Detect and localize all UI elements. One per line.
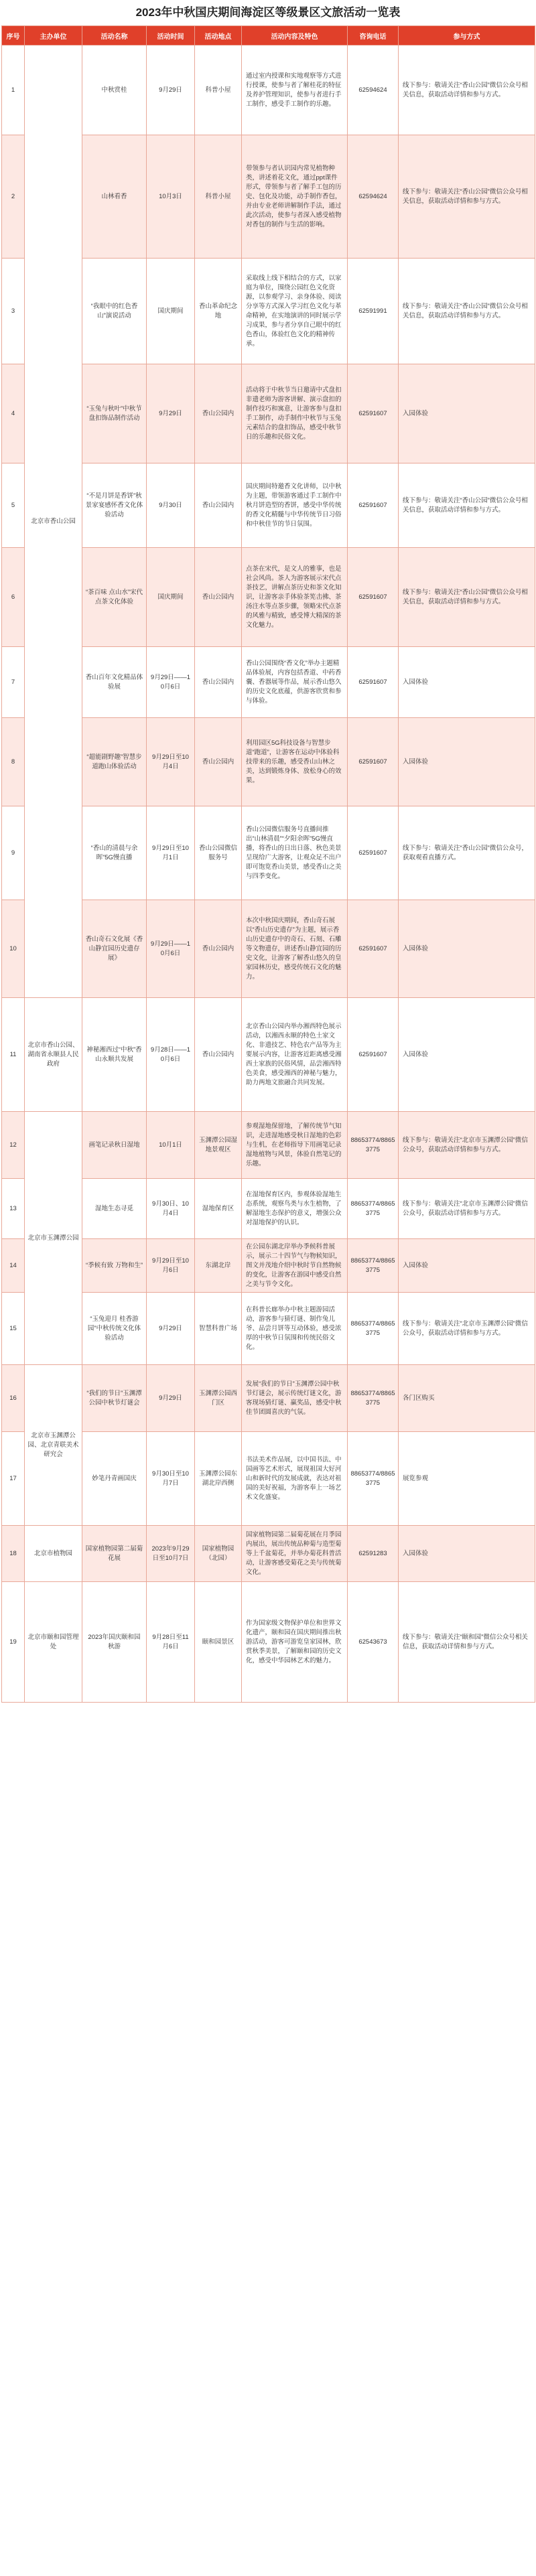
cell-phone: 62591607	[348, 900, 399, 998]
cell-join: 线下参与：敬请关注“颐和园”微信公众号相关信息，获取活动详情和参与方式。	[399, 1582, 535, 1703]
header-place: 活动地点	[195, 26, 242, 46]
cell-content: 发展“我们的节日”玉渊潭公园中秋节灯谜会，展示传统灯谜文化，游客现场猜灯谜、赢奖品，感受中秋佳节团圆喜庆的气氛。	[242, 1365, 348, 1432]
table-row	[2, 1179, 535, 1239]
cell-time: 9月29日至10月6日	[147, 1239, 195, 1293]
table-row	[2, 46, 535, 135]
cell-name: 神秘湘西过“中秋”香山永顺共发展	[82, 998, 147, 1112]
table-row	[2, 364, 535, 463]
cell-no: 14	[2, 1239, 25, 1293]
cell-join: 入园体验	[399, 900, 535, 998]
header-time: 活动时间	[147, 26, 195, 46]
cell-join: 线下参与：敬请关注“香山公园”微信公众号相关信息，获取活动详情和参与方式。	[399, 259, 535, 364]
cell-time: 9月29日	[147, 1365, 195, 1432]
cell-time: 9月29日	[147, 1293, 195, 1365]
cell-content: 在科普长廊举办中秋主题游园活动，游客参与猜灯谜、制作兔儿爷、品尝月饼等互动体验，感受浓厚的中秋节日氛围和传统民俗文化。	[242, 1293, 348, 1365]
cell-name: 国家植物园第二届菊花展	[82, 1526, 147, 1582]
cell-phone: 62591283	[348, 1526, 399, 1582]
cell-content: 采取线上线下相结合的方式，以家庭为单位，围绕公园红色文化资源，以参观学习、亲身体验、阅读分享等方式深入学习红色文化与革命精神，在实地演讲的同时展示学习成果，参与者分享自己眼中的红色香山，体验红色文化的精神传承。	[242, 259, 348, 364]
cell-time: 9月29日至10月1日	[147, 806, 195, 900]
cell-name: 香山奇石文化展《香山静宜园历史遗存展》	[82, 900, 147, 998]
cell-name: 山林看香	[82, 135, 147, 259]
cell-join: 入园体验	[399, 647, 535, 718]
cell-host: 北京市玉渊潭公园、北京青联美术研究会	[25, 1365, 82, 1526]
cell-name: “香山的清晨与余晖”5G慢直播	[82, 806, 147, 900]
cell-join: 线下参与：敬请关注“北京市玉渊潭公园”微信公众号，获取活动详情和参与方式。	[399, 1179, 535, 1239]
cell-content: 利用园区5G科技设备与智慧步道“跑道”，让游客在运动中体验科技带来的乐趣，感受香山山林之美，达到锻炼身体、放松身心的效果。	[242, 718, 348, 806]
cell-no: 18	[2, 1526, 25, 1582]
cell-content: 北京香山公园内举办湘西特色展示活动，以湘西永顺的特色土家文化、非遗技艺、特色农产品等为主要展示内容，让游客近距离感受湘西土家族的民俗风情，品尝湘西特色美食，感受湘西的神秘与魅力，助力两地文旅融合共同发展。	[242, 998, 348, 1112]
cell-name: 湿地生态寻觅	[82, 1179, 147, 1239]
cell-content: 香山公园围绕“香文化”举办主题精品体验展，内容包括香道、中药香囊、香器展等作品，展示香山悠久的历史文化底蕴，供游客欣赏和参与体验。	[242, 647, 348, 718]
cell-place: 科普小屋	[195, 46, 242, 135]
cell-no: 1	[2, 46, 25, 135]
cell-name: “茶百味 点山水”宋代点茶文化体验	[82, 548, 147, 647]
header-host: 主办单位	[25, 26, 82, 46]
cell-place: 香山公园微信服务号	[195, 806, 242, 900]
cell-time: 9月29日至10月4日	[147, 718, 195, 806]
cell-no: 19	[2, 1582, 25, 1703]
cell-join: 线下参与：敬请关注“香山公园”微信公众号相关信息，获取活动详情和参与方式。	[399, 548, 535, 647]
cell-content: 参观湿地保留地，了解传统节气知识，走进湿地感受秋日湿地的色彩与生机，在老师指导下用画笔记录湿地植物与风景，体验自然笔记的乐趣。	[242, 1112, 348, 1179]
cell-content: 作为国家级文物保护单位和世界文化遗产，颐和园在国庆期间推出秋游活动，游客可游览皇家园林，欣赏秋季美景，了解颐和园的历史文化，感受中华园林艺术的魅力。	[242, 1582, 348, 1703]
cell-join: 入园体验	[399, 998, 535, 1112]
cell-phone: 62543673	[348, 1582, 399, 1703]
cell-content: 活动将于中秋节当日邀请中式盘扣非遗老师为游客讲解、演示盘扣的制作技巧和寓意，让游客参与盘扣手工制作，动手制作中秋节与玉兔元素结合的盘扣饰品，感受中秋节日的乐趣和民俗文化。	[242, 364, 348, 463]
cell-name: “不是月饼是香饼”秋景家宴感怀香文化体验活动	[82, 463, 147, 548]
table-row	[2, 806, 535, 900]
table-row	[2, 1293, 535, 1365]
cell-place: 香山公园内	[195, 998, 242, 1112]
cell-phone: 88653774/88653775	[348, 1432, 399, 1526]
cell-join: 入园体验	[399, 1526, 535, 1582]
cell-join: 入园体验	[399, 1239, 535, 1293]
cell-name: 妙笔丹青画国庆	[82, 1432, 147, 1526]
cell-name: “我们的节日”玉渊潭公园中秋节灯谜会	[82, 1365, 147, 1432]
cell-place: 香山公园内	[195, 463, 242, 548]
cell-phone: 62591607	[348, 718, 399, 806]
table-row	[2, 259, 535, 364]
cell-host: 北京市玉渊潭公园	[25, 1112, 82, 1365]
cell-join: 线下参与：敬请关注“香山公园”微信公众号相关信息，获取活动详情和参与方式。	[399, 46, 535, 135]
cell-no: 10	[2, 900, 25, 998]
cell-phone: 62591607	[348, 998, 399, 1112]
cell-no: 13	[2, 1179, 25, 1239]
cell-time: 9月30日至10月7日	[147, 1432, 195, 1526]
cell-time: 9月28日至11月6日	[147, 1582, 195, 1703]
cell-phone: 88653774/88653775	[348, 1112, 399, 1179]
cell-time: 10月1日	[147, 1112, 195, 1179]
cell-name: “玉兔迎月 桂香游园”中秋传统文化体验活动	[82, 1293, 147, 1365]
cell-name: “季候有致 万物和生”	[82, 1239, 147, 1293]
cell-name: “我眼中的红色香山”演说活动	[82, 259, 147, 364]
cell-join: 线下参与：敬请关注“北京市玉渊潭公园”微信公众号，获取活动详情和参与方式。	[399, 1293, 535, 1365]
cell-phone: 62591607	[348, 647, 399, 718]
cell-host: 北京市香山公园	[25, 46, 82, 998]
cell-join: 线下参与：敬请关注“北京市玉渊潭公园”微信公众号，获取活动详情和参与方式。	[399, 1112, 535, 1179]
cell-name: 中秋赏桂	[82, 46, 147, 135]
cell-no: 16	[2, 1365, 25, 1432]
cell-time: 10月3日	[147, 135, 195, 259]
cell-content: 通过室内授课和实地观察等方式进行授课，使参与者了解桂花的特征及养护管理知识，使参与者进行手工制作，感受手工制作的乐趣。	[242, 46, 348, 135]
cell-content: 点茶在宋代，是文人的雅事，也是社会风尚。茶人为游客展示宋代点茶技艺，讲解点茶历史和茶文化知识，让游客亲手体验茶筅击拂、茶汤注水等点茶步骤，领略宋代点茶的风雅与精致，感受博大精深的茶文化魅力。	[242, 548, 348, 647]
cell-place: 玉渊潭公园湿地景观区	[195, 1112, 242, 1179]
cell-place: 科普小屋	[195, 135, 242, 259]
table-row	[2, 1526, 535, 1582]
cell-join: 展览参观	[399, 1432, 535, 1526]
cell-content: 香山公园微信服务号直播间推出“山林清晨”“夕阳余晖”5G慢直播，将香山的日出日落、秋色美景呈现给广大游客，让观众足不出户即可饱览香山美景，感受香山之美与四季变化。	[242, 806, 348, 900]
cell-host: 北京市植物园	[25, 1526, 82, 1582]
cell-time: 9月28日——10月6日	[147, 998, 195, 1112]
table-row	[2, 1239, 535, 1293]
cell-join: 线下参与：敬请关注“香山公园”微信公众号相关信息，获取活动详情和参与方式。	[399, 135, 535, 259]
header-phone: 咨询电话	[348, 26, 399, 46]
cell-no: 7	[2, 647, 25, 718]
cell-no: 8	[2, 718, 25, 806]
table-row	[2, 1432, 535, 1526]
cell-phone: 88653774/88653775	[348, 1365, 399, 1432]
cell-place: 智慧科普广场	[195, 1293, 242, 1365]
cell-phone: 62591607	[348, 364, 399, 463]
cell-place: 玉渊潭公园西门区	[195, 1365, 242, 1432]
cell-no: 12	[2, 1112, 25, 1179]
cell-join: 线下参与：敬请关注“香山公园”微信公众号相关信息，获取活动详情和参与方式。	[399, 463, 535, 548]
cell-no: 6	[2, 548, 25, 647]
cell-name: 香山百年文化精品体验展	[82, 647, 147, 718]
cell-phone: 62591607	[348, 806, 399, 900]
cell-name: 2023年国庆颐和园秋游	[82, 1582, 147, 1703]
cell-place: 东湖北岸	[195, 1239, 242, 1293]
table-body	[2, 46, 535, 1703]
table-row	[2, 718, 535, 806]
cell-no: 3	[2, 259, 25, 364]
cell-content: 书法美术作品展，以中国书法、中国画等艺术形式，展现祖国大好河山和新时代的发展成就，表达对祖国的美好祝福，为游客奉上一场艺术文化盛宴。	[242, 1432, 348, 1526]
cell-content: 在湿地保育区内，参观体验湿地生态系统，观察鸟类与水生植物，了解湿地生态保护的意义，增强公众对湿地保护的认识。	[242, 1179, 348, 1239]
cell-place: 香山公园内	[195, 548, 242, 647]
table-row	[2, 900, 535, 998]
table-row	[2, 998, 535, 1112]
cell-place: 香山公园内	[195, 364, 242, 463]
header-content: 活动内容及特色	[242, 26, 348, 46]
cell-place: 香山公园内	[195, 900, 242, 998]
cell-phone: 62594624	[348, 135, 399, 259]
cell-content: 国庆期间特邀香文化讲师，以中秋为主题，带领游客通过手工制作中秋月饼造型的香饼，感受中华传统的香文化精髓与中华传统节日习俗和中秋佳节的节日氛围。	[242, 463, 348, 548]
cell-place: 玉渊潭公园东湖北岸西侧	[195, 1432, 242, 1526]
cell-time: 国庆期间	[147, 259, 195, 364]
cell-content: 在公园东湖北岸举办季候科普展示，展示二十四节气与物候知识，图文并茂地介绍中秋时节自然物候的变化，让游客在游园中感受自然之美与节令文化。	[242, 1239, 348, 1293]
cell-phone: 62594624	[348, 46, 399, 135]
table-row	[2, 1582, 535, 1703]
cell-name: 画笔记录秋日湿地	[82, 1112, 147, 1179]
cell-place: 湿地保育区	[195, 1179, 242, 1239]
cell-time: 9月30日、10月4日	[147, 1179, 195, 1239]
cell-content: 带领参与者认识园内常见植物种类，讲述着花文化，通过ppt课件形式，带领参与者了解手工包的历史、包化及功能，动手制作香包，并由专业老师讲解制作手法，通过此次活动，使参与者深入感受植物对香包的制作与生活的影响。	[242, 135, 348, 259]
cell-time: 9月29日——10月6日	[147, 900, 195, 998]
cell-place: 香山革命纪念地	[195, 259, 242, 364]
header-join: 参与方式	[399, 26, 535, 46]
cell-no: 17	[2, 1432, 25, 1526]
table-row	[2, 647, 535, 718]
cell-no: 5	[2, 463, 25, 548]
table-row	[2, 463, 535, 548]
cell-phone: 88653774/88653775	[348, 1179, 399, 1239]
cell-phone: 88653774/88653775	[348, 1239, 399, 1293]
cell-no: 15	[2, 1293, 25, 1365]
table-row	[2, 548, 535, 647]
cell-place: 颐和园景区	[195, 1582, 242, 1703]
cell-place: 香山公园内	[195, 718, 242, 806]
header-name: 活动名称	[82, 26, 147, 46]
activity-table	[1, 25, 535, 1703]
cell-no: 11	[2, 998, 25, 1112]
cell-phone: 62591607	[348, 548, 399, 647]
cell-phone: 62591607	[348, 463, 399, 548]
cell-host: 北京市颐和园管理处	[25, 1582, 82, 1703]
cell-no: 2	[2, 135, 25, 259]
cell-host: 北京市香山公园、湖南省永顺县人民政府	[25, 998, 82, 1112]
cell-join: 线下参与：敬请关注“香山公园”微信公众号，获取观看直播方式。	[399, 806, 535, 900]
cell-no: 4	[2, 364, 25, 463]
table-row	[2, 1112, 535, 1179]
cell-name: “玉兔与秋叶”中秋节盘扣饰品制作活动	[82, 364, 147, 463]
cell-place: 香山公园内	[195, 647, 242, 718]
cell-place: 国家植物园（北园）	[195, 1526, 242, 1582]
cell-time: 国庆期间	[147, 548, 195, 647]
cell-time: 9月30日	[147, 463, 195, 548]
header-no: 序号	[2, 26, 25, 46]
cell-name: “超能剧野趣”智慧步道跑山体验活动	[82, 718, 147, 806]
table-row	[2, 135, 535, 259]
table-row	[2, 1365, 535, 1432]
page-title: 2023年中秋国庆期间海淀区等级景区文旅活动一览表	[135, 6, 401, 19]
cell-join: 各门区购买	[399, 1365, 535, 1432]
cell-content: 国家植物园第二届菊花展在月季园内展出，展出传统品种菊与造型菊等上千盆菊花，并举办菊花科普活动，让游客感受菊花之美与传统菊文化。	[242, 1526, 348, 1582]
cell-time: 9月29日	[147, 46, 195, 135]
cell-phone: 62591991	[348, 259, 399, 364]
cell-phone: 88653774/88653775	[348, 1293, 399, 1365]
cell-content: 本次中秋国庆期间，香山奇石展以“香山历史遗存”为主题，展示香山历史遗存中的奇石、石刻、石雕等文物遗存，讲述香山静宜园的历史文化，让游客了解香山悠久的皇家园林历史，感受传统石文化的魅力。	[242, 900, 348, 998]
cell-time: 2023年9月29日至10月7日	[147, 1526, 195, 1582]
table-header-row	[2, 26, 535, 46]
cell-time: 9月29日——10月6日	[147, 647, 195, 718]
cell-time: 9月29日	[147, 364, 195, 463]
cell-join: 入园体验	[399, 718, 535, 806]
cell-no: 9	[2, 806, 25, 900]
cell-join: 入园体验	[399, 364, 535, 463]
